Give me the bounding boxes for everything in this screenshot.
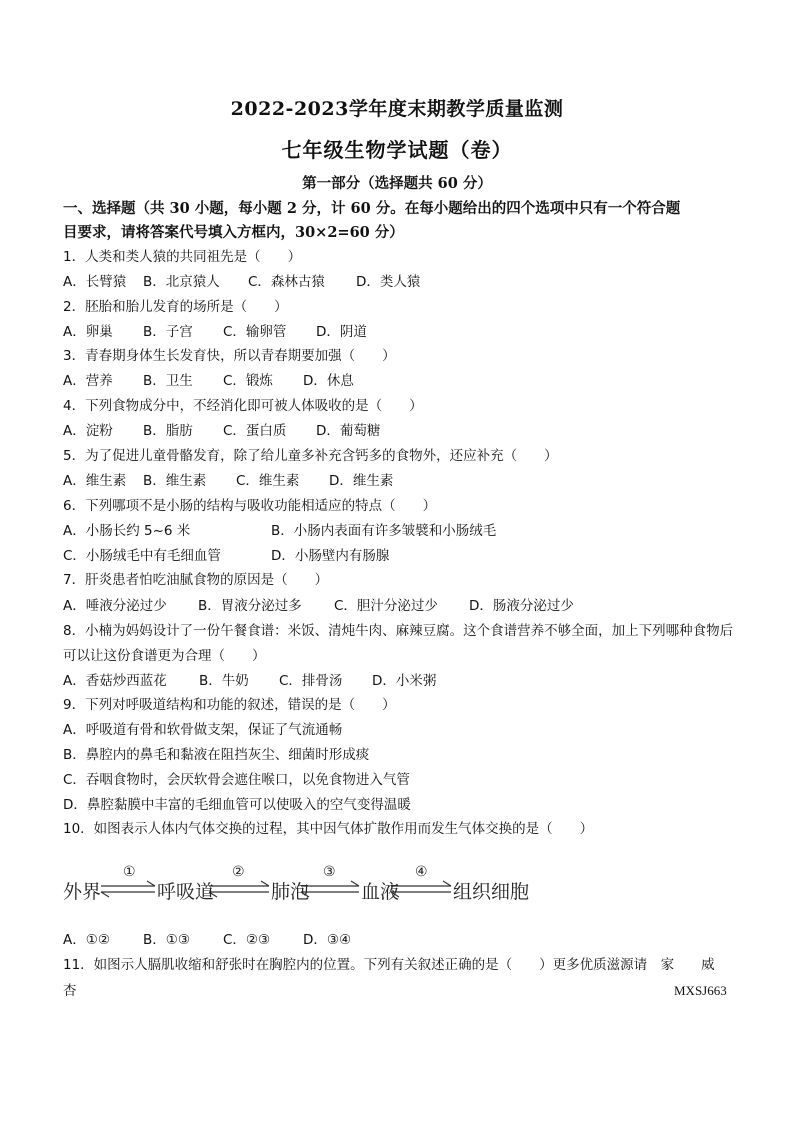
arrow-label: ①: [123, 864, 136, 880]
option: C．维生素: [236, 473, 300, 489]
option: B．鼻腔内的鼻毛和黏液在阻挡灰尘、细菌时形成痰: [63, 747, 370, 763]
question-options: [63, 321, 367, 343]
option: A．呼吸道有骨和软骨做支架，保证了气流通畅: [63, 722, 343, 738]
arrow-label: ④: [415, 864, 428, 880]
arrow-pair-2: [209, 881, 269, 897]
question-stem: 1．人类和类人猿的共同祖先是（ ）: [63, 249, 302, 265]
option: C．小肠绒毛中有毛细血管: [63, 548, 221, 564]
question-stem: 11．如图示人膈肌收缩和舒张时在胸腔内的位置。下列有关叙述正确的是（ ）更多优质滋源请 家 威: [63, 957, 715, 973]
arrow-label: ②: [232, 864, 245, 880]
option: B．维生素: [143, 473, 207, 489]
option: D．小肠壁内有肠腺: [271, 548, 390, 564]
question-stem: 6．下列哪项不是小肠的结构与吸收功能相适应的特点（ ）: [63, 498, 437, 514]
question-stem-continued: 杏: [63, 983, 77, 999]
question-stem: 3．青春期身体生长发育快，所以青春期要加强（ ）: [63, 348, 396, 364]
option: B．北京猿人: [143, 274, 220, 290]
option: B．①③: [143, 932, 190, 948]
footer-code: MXSJ663: [674, 983, 727, 998]
option: D．葡萄糖: [316, 423, 381, 439]
gas-exchange-diagram: [63, 855, 533, 915]
question-options: [63, 271, 420, 293]
arrow-pair-1: [101, 881, 155, 897]
option: C．蛋白质: [223, 423, 287, 439]
option: A．维生素: [63, 473, 127, 489]
option: B．胃液分泌过多: [198, 598, 302, 614]
question-options: [63, 470, 393, 492]
option: D．③④: [303, 932, 352, 948]
option: A．长臂猿: [63, 274, 127, 290]
option: B．脂肪: [143, 423, 193, 439]
option: D．小米粥: [372, 673, 437, 689]
part-heading: 第一部分（选择题共 60 分）: [302, 175, 492, 192]
exam-subtitle: 七年级生物学试题（卷）: [281, 138, 513, 162]
option: D．阴道: [316, 324, 367, 340]
option: A．小肠长约 5~6 米: [63, 523, 191, 539]
option: B．卫生: [143, 373, 193, 389]
option: C．胆汁分泌过少: [334, 598, 438, 614]
option: C．锻炼: [223, 373, 273, 389]
arrow-pair-3: [301, 881, 359, 897]
question-options: [63, 520, 496, 542]
option: B．牛奶: [199, 673, 249, 689]
option: B．小肠内表面有许多皱襞和小肠绒毛: [271, 523, 497, 539]
question-stem: 2．胚胎和胎儿发育的场所是（ ）: [63, 299, 288, 315]
arrow-label: ③: [323, 864, 336, 880]
option: D．肠液分泌过少: [469, 598, 574, 614]
option: C．输卵管: [223, 324, 287, 340]
option: A．淀粉: [63, 423, 113, 439]
node-blood: 血液: [361, 881, 400, 903]
node-tissue-cells: 组织细胞: [453, 881, 530, 903]
option: D．鼻腔黏膜中丰富的毛细血管可以使吸入的空气变得温暖: [63, 797, 411, 813]
question-stem: 8．小楠为妈妈设计了一份午餐食谱：米饭、清炖牛肉、麻辣豆腐。这个食谱营养不够全面，加上下列哪种食物后可以让这份食谱更为合理（ ）: [63, 623, 734, 664]
question-options: [63, 545, 389, 567]
option: B．子宫: [143, 324, 193, 340]
option: A．香菇炒西蓝花: [63, 673, 167, 689]
option: D．休息: [303, 373, 354, 389]
section-instructions: [63, 197, 743, 245]
question-stem: 4．下列食物成分中，不经消化即可被人体吸收的是（ ）: [63, 398, 423, 414]
arrow-pair-4: [391, 881, 451, 897]
option: C．②③: [223, 932, 271, 948]
option: A．唾液分泌过少: [63, 598, 167, 614]
exam-title: 2022-2023学年度末期教学质量监测: [230, 98, 564, 120]
question-options: [63, 420, 380, 442]
option: C．吞咽食物时，会厌软骨会遮住喉口，以免食物进入气管: [63, 772, 410, 788]
node-outside: 外界: [63, 881, 102, 903]
section-line-2: 目要求，请将答案代号填入方框内，30×2=60 分）: [63, 224, 404, 241]
node-alveoli: 肺泡: [271, 881, 310, 903]
question-options: [63, 370, 354, 392]
question-options: [63, 595, 574, 617]
option: A．①②: [63, 932, 110, 948]
question-stem: 5．为了促进儿童骨骼发育，除了给儿童多补充含钙多的食物外，还应补充（ ）: [63, 448, 558, 464]
question-stem: 9．下列对呼吸道结构和功能的叙述，错误的是（ ）: [63, 697, 396, 713]
option: A．卵巢: [63, 324, 113, 340]
option: C．排骨汤: [279, 673, 343, 689]
option: D．维生素: [329, 473, 394, 489]
question-stem: 7．肝炎患者怕吃油腻食物的原因是（ ）: [63, 572, 329, 588]
question-options: [63, 670, 436, 692]
question-stem: 10．如图表示人体内气体交换的过程，其中因气体扩散作用而发生气体交换的是（ ）: [63, 821, 594, 837]
question-options: [63, 929, 351, 951]
node-airway: 呼吸道: [157, 881, 215, 903]
option: D．类人猿: [356, 274, 421, 290]
option: A．营养: [63, 373, 113, 389]
option: C．森林古猿: [248, 274, 325, 290]
section-line-1: 一、选择题（共 30 小题，每小题 2 分，计 60 分。在每小题给出的四个选项中只有一个符合题: [63, 200, 681, 217]
